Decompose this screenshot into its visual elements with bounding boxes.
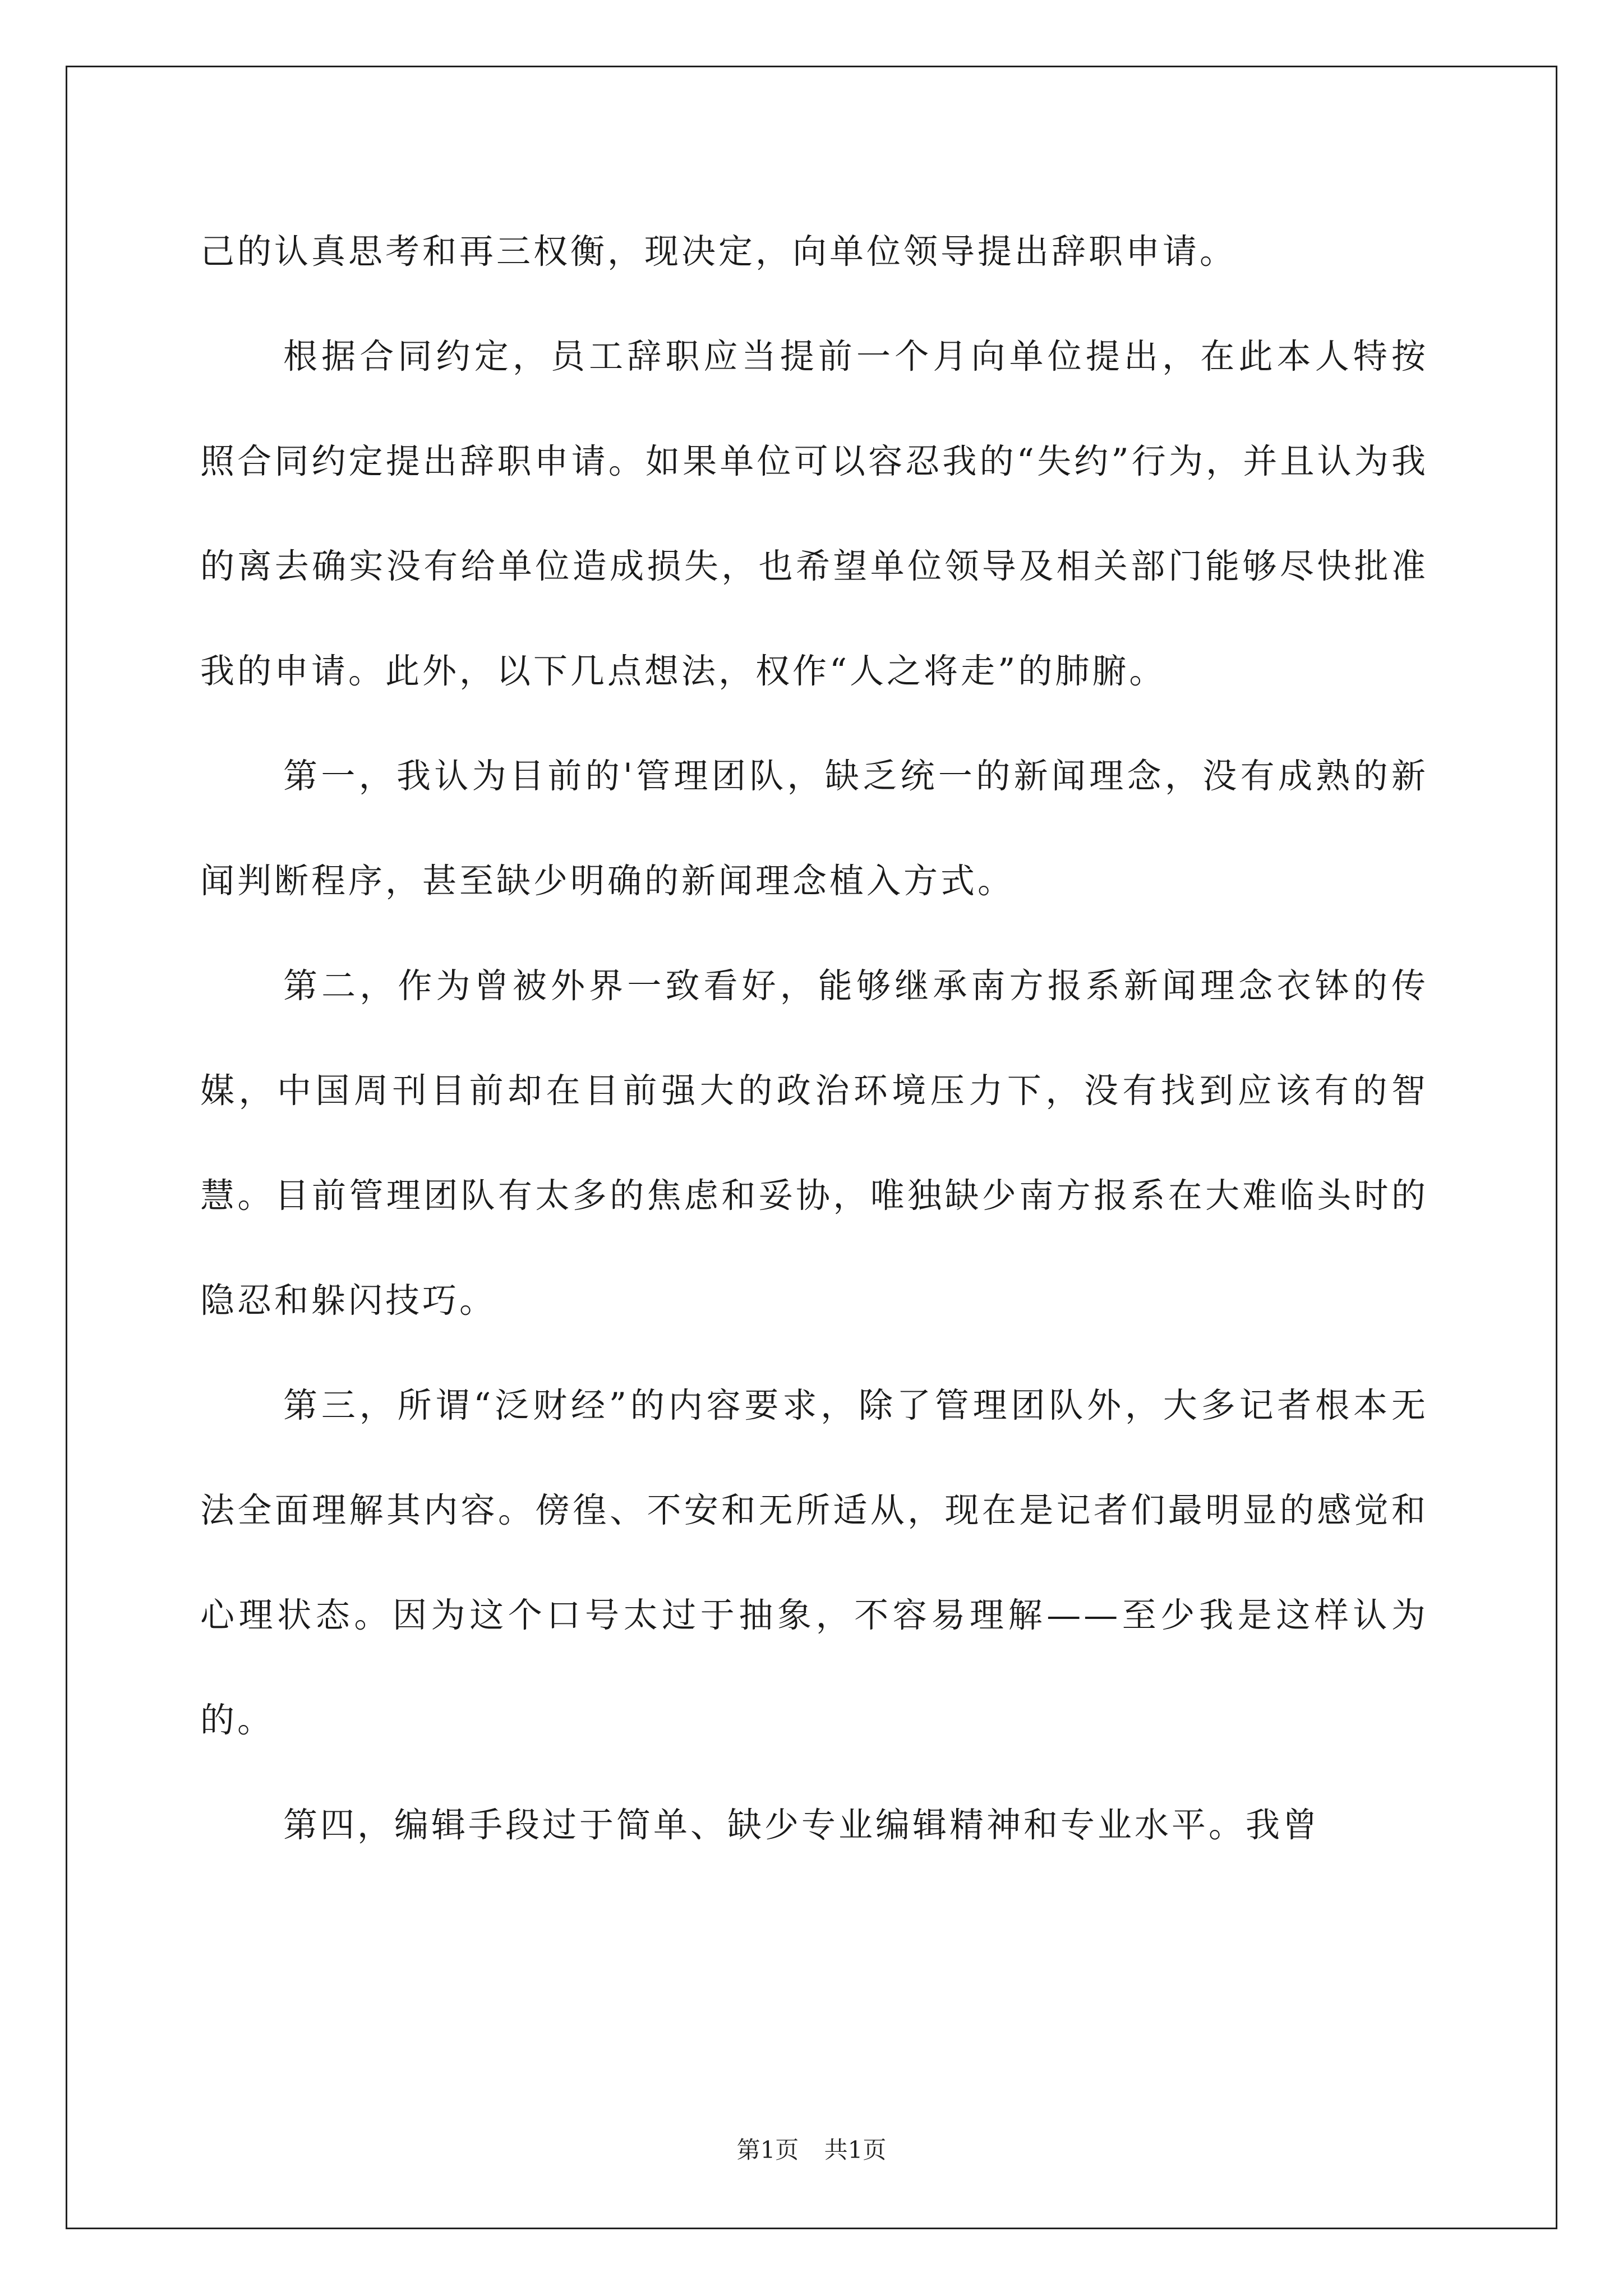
- paragraph-3: 第一，我认为目前的'管理团队，缺乏统一的新闻理念，没有成熟的新闻判断程序，甚至缺少明确的新闻理念植入方式。: [200, 756, 1428, 901]
- paragraph-6: 第四，编辑手段过于简单、缺少专业编辑精神和专业水平。我曾: [283, 1805, 1320, 1845]
- page-number: 第1页: [736, 2136, 799, 2164]
- paragraph-5: 第三，所谓“泛财经”的内容要求，除了管理团队外，大多记者根本无法全面理解其内容。傍徨、不安和无所适从，现在是记者们最明显的感觉和心理状态。因为这个口号太过于抽象，不容易理解——至少我是这样认为的。: [200, 1386, 1428, 1740]
- page-total: 共1页: [824, 2136, 887, 2164]
- page-footer: [0, 2132, 1623, 2165]
- document-body: [200, 199, 1428, 1878]
- paragraph-4: 第二，作为曾被外界一致看好，能够继承南方报系新闻理念衣钵的传媒，中国周刊目前却在目前强大的政治环境压力下，没有找到应该有的智慧。目前管理团队有太多的焦虑和妥协，唯独缺少南方报系在大难临头时的隐忍和躲闪技巧。: [200, 966, 1428, 1320]
- paragraph-2: 根据合同约定，员工辞职应当提前一个月向单位提出，在此本人特按照合同约定提出辞职申请。如果单位可以容忍我的“失约”行为，并且认为我的离去确实没有给单位造成损失，也希望单位领导及相关部门能够尽快批准我的申请。此外，以下几点想法，权作“人之将走”的肺腑。: [200, 337, 1428, 691]
- paragraph-1: 己的认真思考和再三权衡，现决定，向单位领导提出辞职申请。: [200, 232, 1237, 272]
